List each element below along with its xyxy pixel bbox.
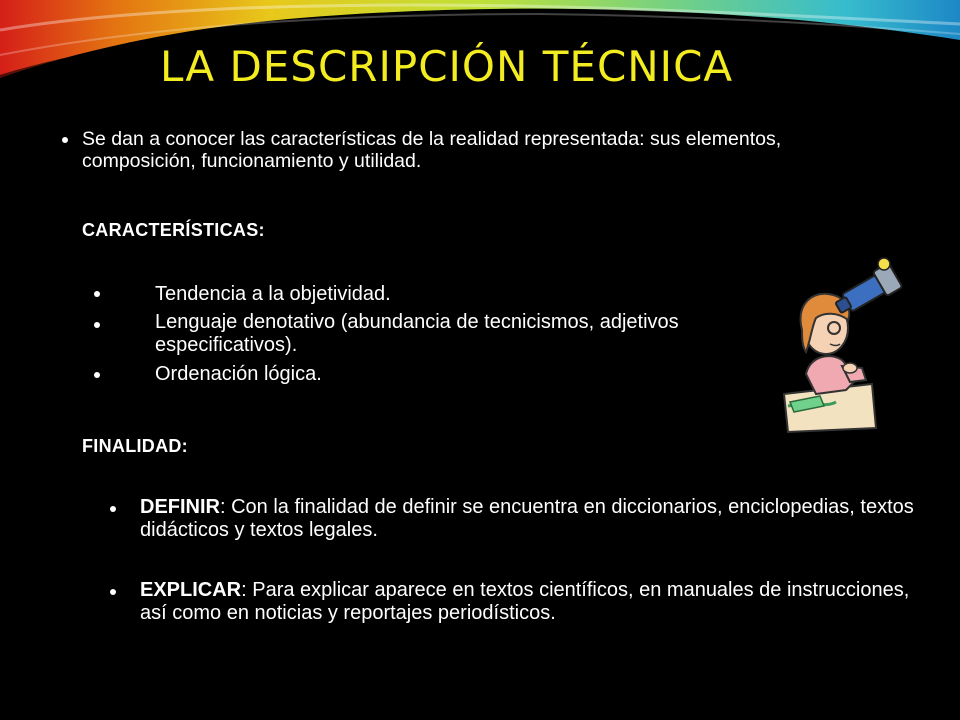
purpose-item-definir bbox=[140, 496, 920, 542]
characteristic-item: Tendencia a la objetividad. bbox=[155, 283, 391, 305]
purpose-term: EXPLICAR bbox=[140, 579, 242, 601]
intro-text: Se dan a conocer las características de la realidad representada: sus elementos, composición, funcionamiento y utilidad. bbox=[82, 128, 782, 172]
bullet bbox=[110, 506, 116, 512]
slide-title: LA DESCRIPCIÓN TÉCNICA bbox=[160, 42, 734, 91]
purpose-term: DEFINIR bbox=[140, 496, 220, 518]
purpose-text: : Para explicar aparece en textos científicos, en manuales de instrucciones, así como en noticias y reportajes periodísticos. bbox=[140, 579, 910, 624]
intro-paragraph bbox=[82, 128, 882, 172]
bullet bbox=[110, 589, 116, 595]
characteristic-item: Ordenación lógica. bbox=[155, 363, 322, 385]
purpose-heading: FINALIDAD: bbox=[82, 436, 188, 456]
woman-telescope-illustration bbox=[776, 256, 906, 434]
purpose-item-explicar bbox=[140, 579, 920, 625]
bullet bbox=[94, 322, 100, 328]
purpose-text: : Con la finalidad de definir se encuentra en diccionarios, enciclopedias, textos didácticos y textos legales. bbox=[140, 496, 914, 541]
bullet bbox=[62, 137, 68, 143]
bullet bbox=[94, 291, 100, 297]
bullet bbox=[94, 372, 100, 378]
characteristic-item: Lenguaje denotativo (abundancia de tecnicismos, adjetivos especificativos). bbox=[155, 311, 679, 356]
characteristics-heading: CARACTERÍSTICAS: bbox=[82, 220, 265, 240]
